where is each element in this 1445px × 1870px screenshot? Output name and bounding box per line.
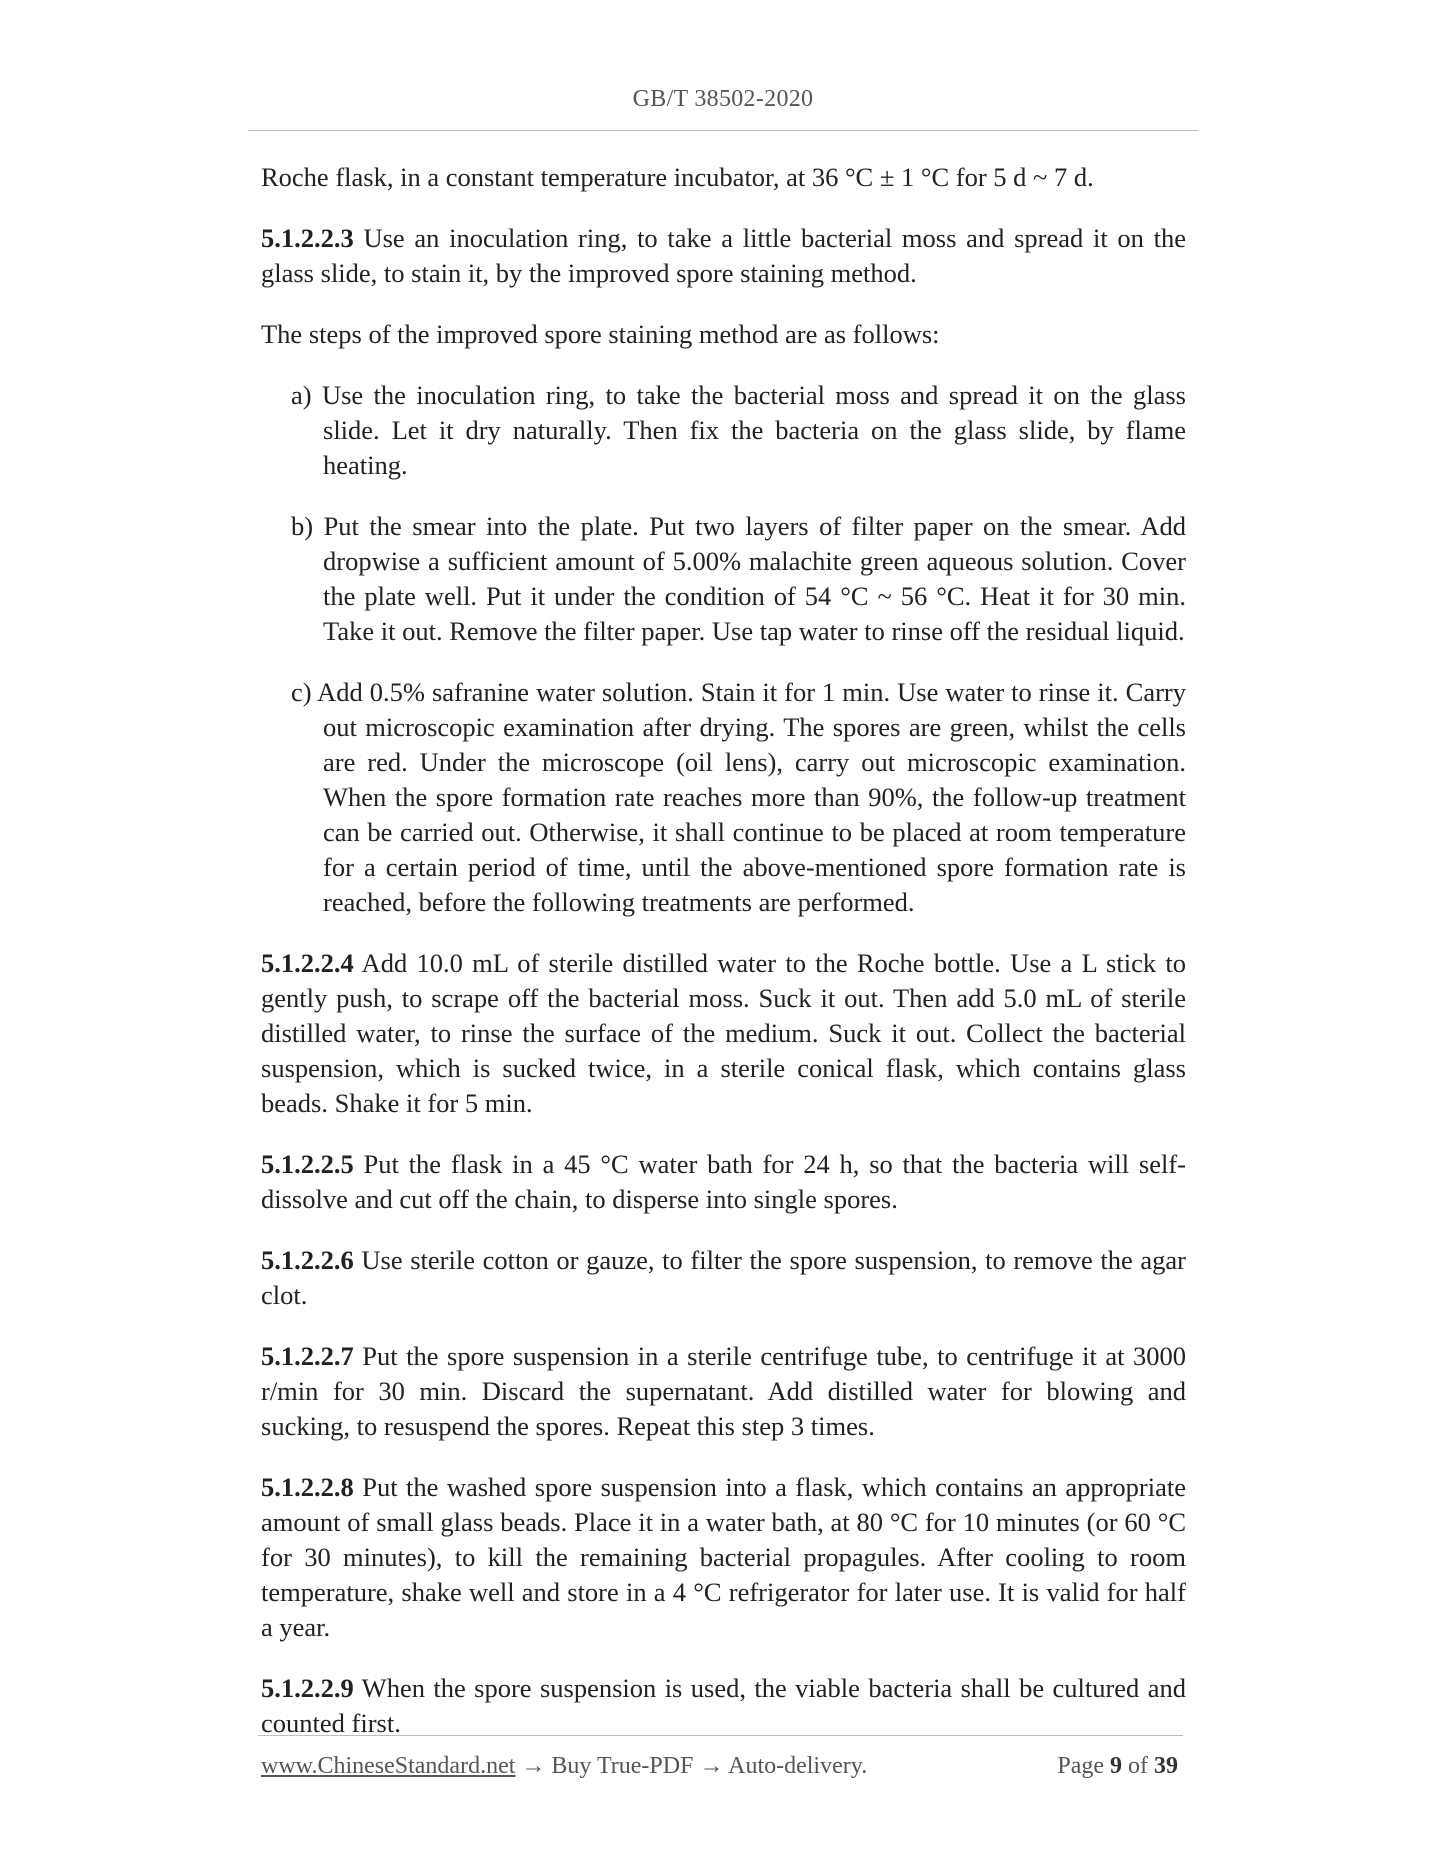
clause-number: 5.1.2.2.4 <box>261 948 354 978</box>
clause-number: 5.1.2.2.7 <box>261 1341 354 1371</box>
staining-steps-list <box>261 378 1186 920</box>
clause-number: 5.1.2.2.5 <box>261 1149 354 1179</box>
steps-intro: The steps of the improved spore staining method are as follows: <box>261 319 940 349</box>
site-link[interactable]: www.ChineseStandard.net <box>261 1753 516 1779</box>
clause-5-1-2-2-4 <box>261 946 1186 1121</box>
footer-divider <box>258 1735 1183 1736</box>
clause-5-1-2-2-5 <box>261 1147 1186 1217</box>
page-of: of <box>1122 1753 1154 1779</box>
clause-5-1-2-2-8 <box>261 1470 1186 1645</box>
clause-number: 5.1.2.2.9 <box>261 1673 354 1703</box>
clause-text: When the spore suspension is used, the viable bacteria shall be cultured and counted first. <box>261 1673 1186 1738</box>
document-body <box>261 160 1186 1767</box>
footer-promo <box>261 1753 867 1780</box>
clause-number: 5.1.2.2.3 <box>261 223 354 253</box>
page-label: Page <box>1057 1753 1110 1779</box>
clause-5-1-2-2-3 <box>261 221 1186 291</box>
clause-text: Put the spore suspension in a sterile centrifuge tube, to centrifuge it at 3000 r/min for 30 min. Discard the supernatant. Add distilled water for blowing and sucking, to resuspend the spores. Repeat this step 3 times. <box>261 1341 1186 1441</box>
clause-text: Use sterile cotton or gauze, to filter the spore suspension, to remove the agar clot. <box>261 1245 1186 1310</box>
clause-text: Put the washed spore suspension into a flask, which contains an appropriate amount of small glass beads. Place it in a water bath, at 80 °C for 10 minutes (or 60 °C for 30 minutes), to kill the remaining bacterial propagules. After cooling to room temperature, shake well and store in a 4 °C refrigerator for later use. It is valid for half a year. <box>261 1472 1186 1642</box>
list-item: b) Put the smear into the plate. Put two layers of filter paper on the smear. Add dropwise a sufficient amount of 5.00% malachite green aqueous solution. Cover the plate well. Put it under the condition of 54 °C ~ 56 °C. Heat it for 30 min. Take it out. Remove the filter paper. Use tap water to rinse off the residual liquid. <box>291 511 1186 646</box>
clause-5-1-2-2-9 <box>261 1671 1186 1741</box>
page-indicator <box>1057 1753 1178 1780</box>
clause-5-1-2-2-6 <box>261 1243 1186 1313</box>
list-item: a) Use the inoculation ring, to take the bacterial moss and spread it on the glass slide. Let it dry naturally. Then fix the bacteria on the glass slide, by flame heating. <box>291 380 1186 480</box>
footer-tagline: → Buy True-PDF → Auto-delivery. <box>515 1753 868 1779</box>
document-id-header: GB/T 38502-2020 <box>632 86 814 112</box>
clause-text: Use an inoculation ring, to take a little bacterial moss and spread it on the glass slide, to stain it, by the improved spore staining method. <box>261 223 1186 288</box>
page-current: 9 <box>1110 1753 1122 1779</box>
list-item: c) Add 0.5% safranine water solution. Stain it for 1 min. Use water to rinse it. Carry out microscopic examination after drying. The spores are green, whilst the cells are red. Under the microscope (oil lens), carry out microscopic examination. When the spore formation rate reaches more than 90%, the follow-up treatment can be carried out. Otherwise, it shall continue to be placed at room temperature for a certain period of time, until the above-mentioned spore formation rate is reached, before the following treatments are performed. <box>291 677 1186 917</box>
page-total: 39 <box>1154 1753 1178 1779</box>
paragraph-continuation: Roche flask, in a constant temperature incubator, at 36 °C ± 1 °C for 5 d ~ 7 d. <box>261 162 1094 192</box>
clause-number: 5.1.2.2.8 <box>261 1472 354 1502</box>
clause-number: 5.1.2.2.6 <box>261 1245 354 1275</box>
clause-5-1-2-2-7 <box>261 1339 1186 1444</box>
header-divider <box>248 130 1198 131</box>
clause-text: Put the flask in a 45 °C water bath for 24 h, so that the bacteria will self-dissolve and cut off the chain, to disperse into single spores. <box>261 1149 1186 1214</box>
clause-text: Add 10.0 mL of sterile distilled water to the Roche bottle. Use a L stick to gently push, to scrape off the bacterial moss. Suck it out. Then add 5.0 mL of sterile distilled water, to rinse the surface of the medium. Suck it out. Collect the bacterial suspension, which is sucked twice, in a sterile conical flask, which contains glass beads. Shake it for 5 min. <box>261 948 1186 1118</box>
